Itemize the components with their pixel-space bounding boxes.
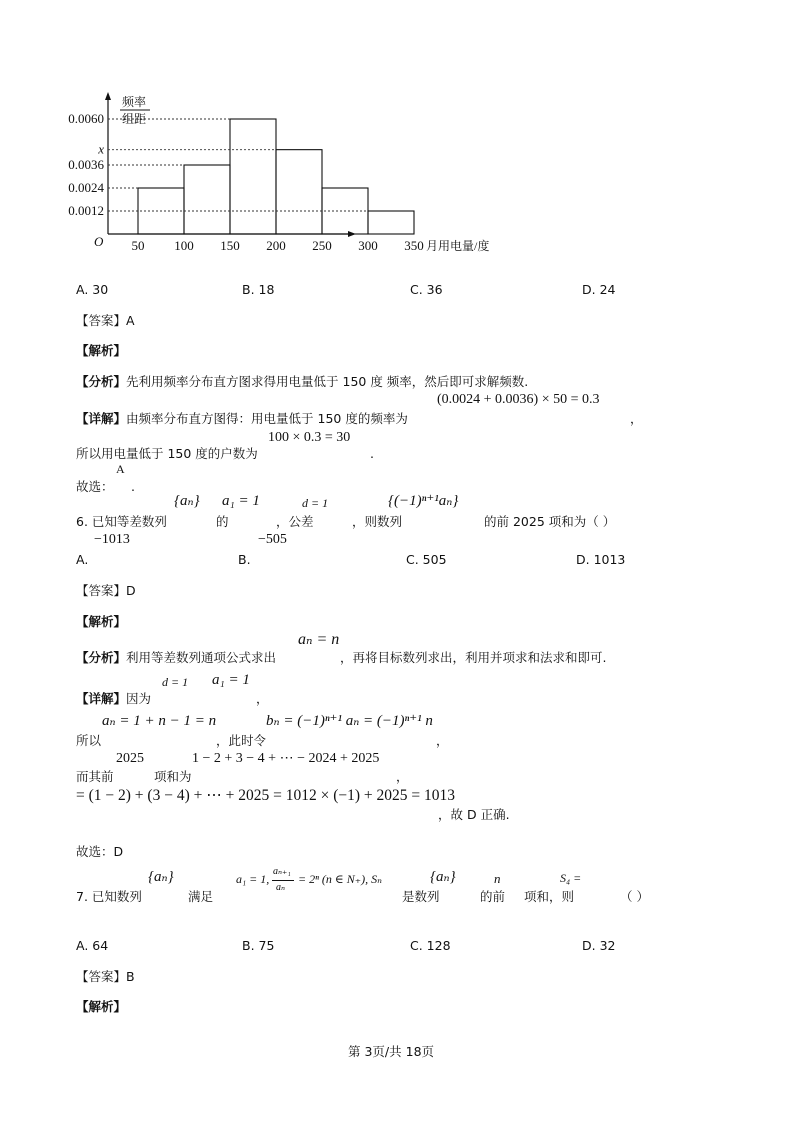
origin-label: O — [94, 234, 104, 249]
q6-math-a11: a₁ = 1 — [212, 672, 250, 688]
q6-math-d: d = 1 — [302, 496, 329, 510]
q7-answer: 【答案】B — [76, 969, 135, 984]
q5-line3: 所以用电量低于 150 度的户数为 — [76, 446, 258, 461]
histogram-bar — [184, 165, 230, 234]
q7-math-cond-a: a₁ = 1, — [236, 872, 270, 886]
q5-fenxi-tag: 【分析】 — [76, 374, 127, 389]
q6-line-comma2: ， — [396, 769, 409, 784]
y-tick-label: 0.0024 — [68, 180, 104, 195]
q6-option-a[interactable]: A. — [76, 552, 89, 567]
x-tick-label: 100 — [174, 238, 194, 253]
q6-line-suoyi: 所以 — [76, 733, 102, 748]
q5-option-b[interactable]: B. 18 — [242, 282, 275, 297]
q7-option-c[interactable]: C. 128 — [410, 938, 451, 953]
q7-stem-b: 满足 — [188, 889, 214, 904]
x-tick-label: 50 — [131, 238, 145, 253]
x-tick-label: 150 — [220, 238, 240, 253]
x-axis-label: 月用电量/度 — [426, 239, 490, 253]
q6-option-b[interactable]: B. — [238, 552, 251, 567]
q6-xiangjie-tag: 【详解】 — [76, 691, 127, 706]
q7-option-a[interactable]: A. 64 — [76, 938, 109, 953]
q7-fraction-bar — [272, 880, 294, 881]
q6-math-seq: {(−1)ⁿ⁺¹aₙ} — [388, 493, 459, 509]
q6-xiangjie-a: 因为 — [126, 691, 152, 706]
q7-math-s4: S₄ = — [560, 871, 582, 885]
q5-fenxi-text: 先利用频率分布直方图求得用电量低于 150 度 频率，然后即可求解频数. — [126, 374, 529, 389]
q7-math-cond-den: aₙ — [276, 882, 286, 893]
q7-math-an: {aₙ} — [148, 869, 174, 885]
q6-opt-a-val: −1013 — [94, 532, 130, 547]
y-axis-label-top: 频率 — [122, 95, 147, 109]
q5-guxuan-end: . — [131, 479, 135, 494]
q6-xiangjie-line — [76, 693, 151, 706]
q6-guxuan: 故选：D — [76, 844, 124, 859]
q5-xiangjie-tag: 【详解】 — [76, 411, 127, 426]
q6-math-an-formula: aₙ = 1 + n − 1 = n — [102, 713, 217, 729]
q6-math-d1: d = 1 — [162, 675, 189, 689]
q6-math-a1: a₁ = 1 — [222, 493, 260, 509]
q5-jiexi: 【解析】 — [76, 343, 127, 358]
q6-fenxi-tag: 【分析】 — [76, 650, 127, 665]
q6-math-result: = (1 − 2) + (3 − 4) + ⋯ + 2025 = 1012 × (−1) + 2025 = 1013 — [76, 787, 456, 804]
q6-math-bn-formula: bₙ = (−1)ⁿ⁺¹ aₙ = (−1)ⁿ⁺¹ n — [266, 713, 433, 729]
x-tick-label: 300 — [358, 238, 378, 253]
q6-math-2025: 2025 — [116, 751, 144, 766]
y-tick-label: 0.0060 — [68, 111, 104, 126]
y-tick-label: x — [98, 141, 104, 157]
q7-option-d[interactable]: D. 32 — [582, 938, 616, 953]
q6-line-comma: ， — [436, 733, 449, 748]
q5-answer: 【答案】A — [76, 313, 135, 328]
q5-fenxi-line — [76, 376, 528, 389]
q5-choice-letter: A — [116, 462, 125, 476]
q6-fenxi-a: 利用等差数列通项公式求出 — [126, 650, 277, 665]
q6-opt-b-val: −505 — [258, 532, 287, 547]
histogram-chart — [68, 90, 490, 260]
q5-comma: ， — [630, 411, 643, 426]
q6-jiexi: 【解析】 — [76, 614, 127, 629]
histogram-bar — [230, 119, 276, 234]
q7-jiexi: 【解析】 — [76, 999, 127, 1014]
y-axis-arrow — [105, 92, 111, 100]
q7-stem-e: 项和，则 — [524, 889, 575, 904]
q5-option-a[interactable]: A. 30 — [76, 282, 109, 297]
y-axis-label-bottom: 组距 — [122, 112, 147, 126]
q6-math-sum: 1 − 2 + 3 − 4 + ⋯ − 2024 + 2025 — [192, 751, 380, 766]
q6-stem-e: 的前 2025 项和为（ ） — [484, 514, 616, 529]
q7-math-an2: {aₙ} — [430, 869, 456, 885]
q5-period: . — [370, 446, 374, 461]
q6-stem-a: 6. 已知等差数列 — [76, 514, 167, 529]
q7-math-cond-b: = 2ⁿ (n ∈ N₊), Sₙ — [298, 872, 382, 886]
q7-stem-f: （ ） — [620, 889, 649, 904]
q5-eq1: (0.0024 + 0.0036) × 50 = 0.3 — [437, 392, 600, 407]
y-tick-label: 0.0036 — [68, 157, 104, 172]
q5-xiangjie-text: 由频率分布直方图得：用电量低于 150 度的频率为 — [126, 411, 408, 426]
q6-line-cishi: ，此时令 — [216, 733, 267, 748]
x-tick-label: 200 — [266, 238, 286, 253]
q6-fenxi-line — [76, 652, 276, 665]
q5-option-d[interactable]: D. 24 — [582, 282, 616, 297]
q6-math-an: {aₙ} — [174, 493, 200, 509]
q7-stem-c: 是数列 — [402, 889, 440, 904]
q6-line-xiang: 项和为 — [154, 769, 192, 784]
x-tick-label: 250 — [312, 238, 332, 253]
q6-math-an-n: aₙ = n — [298, 631, 340, 648]
q6-xiangjie-b: ， — [256, 691, 269, 706]
q6-fenxi-b: ，再将目标数列求出，利用并项求和法求和即可. — [340, 650, 607, 665]
q5-eq2: 100 × 0.3 = 30 — [268, 430, 351, 445]
y-tick-label: 0.0012 — [68, 203, 104, 218]
page-footer: 第 3页/共 18页 — [348, 1044, 435, 1059]
q6-option-d[interactable]: D. 1013 — [576, 552, 626, 567]
q7-stem-d: 的前 — [480, 889, 506, 904]
q6-stem-c: ，公差 — [276, 514, 314, 529]
q6-answer: 【答案】D — [76, 583, 136, 598]
q6-stem-b: 的 — [216, 514, 229, 529]
q6-option-c[interactable]: C. 505 — [406, 552, 447, 567]
q7-math-cond-num: aₙ₊₁ — [273, 866, 291, 877]
x-tick-label: 350 — [404, 238, 424, 253]
q5-xiangjie-line — [76, 413, 408, 426]
q6-line-erqi: 而其前 — [76, 769, 114, 784]
histogram-bar — [276, 150, 322, 234]
q7-math-n: n — [494, 871, 501, 886]
q6-stem-d: ，则数列 — [352, 514, 403, 529]
q6-conclude: ，故 D 正确. — [438, 807, 510, 822]
q7-option-b[interactable]: B. 75 — [242, 938, 275, 953]
q5-guxuan: 故选： — [76, 479, 114, 494]
q7-stem-a: 7. 已知数列 — [76, 889, 142, 904]
histogram-bar — [368, 211, 414, 234]
q5-option-c[interactable]: C. 36 — [410, 282, 443, 297]
